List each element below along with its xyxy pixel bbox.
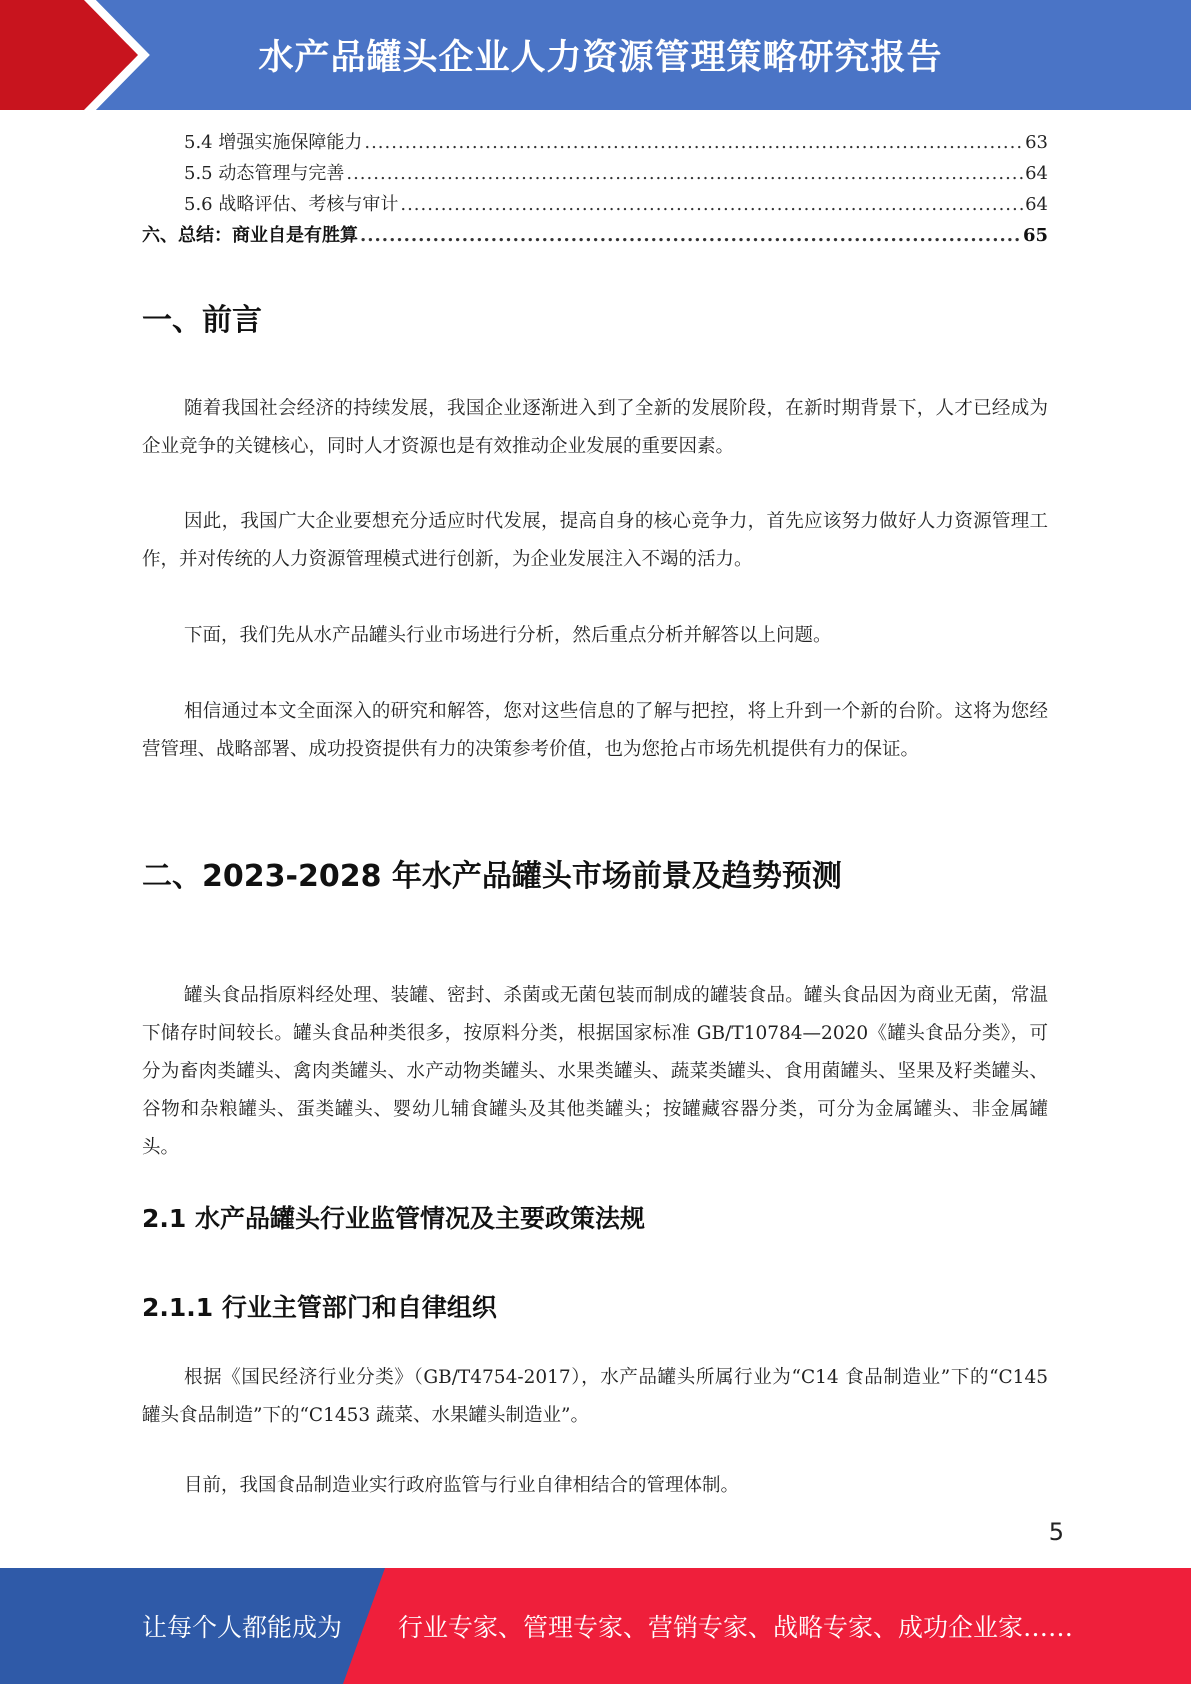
- subsection-heading: 2.1 水产品罐头行业监管情况及主要政策法规: [142, 1204, 645, 1233]
- toc-entry[interactable]: [142, 159, 1048, 190]
- toc-entry-page: 65: [1022, 225, 1048, 246]
- footer-slogan-right: 行业专家、管理专家、营销专家、战略专家、成功企业家……: [398, 1613, 1074, 1642]
- section-heading: 一、前言: [142, 303, 262, 338]
- toc-entry-page: 64: [1025, 194, 1048, 215]
- body-paragraph: 下面，我们先从水产品罐头行业市场进行分析，然后重点分析并解答以上问题。: [184, 625, 832, 646]
- body-paragraph: 目前，我国食品制造业实行政府监管与行业自律相结合的管理体制。: [184, 1475, 740, 1496]
- toc-entry-page: 63: [1025, 132, 1048, 153]
- toc-entry-label: 六、总结：商业自是有胜算: [142, 225, 358, 246]
- toc-entry-label: 5.6 战略评估、考核与审计: [184, 194, 399, 215]
- toc-entry[interactable]: [142, 221, 1048, 252]
- page-footer: [0, 1568, 1191, 1684]
- table-of-contents: [142, 128, 1048, 252]
- toc-leader-dots: [364, 132, 1023, 153]
- toc-entry[interactable]: [142, 128, 1048, 159]
- page-number: 5: [1048, 1518, 1064, 1546]
- body-paragraph: 相信通过本文全面深入的研究和解答，您对这些信息的了解与把控，将上升到一个新的台阶。这将为您经营管理、战略部署、成功投资提供有力的决策参考价值，也为您抢占市场先机提供有力的保证。: [142, 701, 1048, 760]
- footer-slogan-left: 让每个人都能成为: [142, 1613, 343, 1642]
- toc-entry-label: 5.4 增强实施保障能力: [184, 132, 363, 153]
- toc-entry[interactable]: [142, 190, 1048, 221]
- toc-entry-label: 5.5 动态管理与完善: [184, 163, 345, 184]
- body-paragraph: 根据《国民经济行业分类》（GB/T4754-2017），水产品罐头所属行业为“C14 食品制造业”下的“C145 罐头食品制造”下的“C1453 蔬菜、水果罐头制造业”。: [142, 1367, 1048, 1426]
- header-red-arrow-decoration: [0, 0, 150, 110]
- body-paragraph: 罐头食品指原料经处理、装罐、密封、杀菌或无菌包装而制成的罐装食品。罐头食品因为商业无菌，常温下储存时间较长。罐头食品种类很多，按原料分类，根据国家标准 GB/T10784—2020《罐头食品分类》，可分为畜肉类罐头、禽肉类罐头、水产动物类罐头、水果类罐头、蔬菜类罐头、食用菌罐头、坚果及籽类罐头、谷物和杂粮罐头、蛋类罐头、婴幼儿辅食罐头及其他类罐头；按罐藏容器分类，可分为金属罐头、非金属罐头。: [142, 985, 1048, 1158]
- toc-leader-dots: [346, 163, 1023, 184]
- toc-leader-dots: [360, 225, 1021, 246]
- page-header: [0, 0, 1191, 110]
- document-title: 水产品罐头企业人力资源管理策略研究报告: [258, 38, 943, 78]
- toc-leader-dots: [400, 194, 1023, 215]
- body-paragraph: 因此，我国广大企业要想充分适应时代发展，提高自身的核心竞争力，首先应该努力做好人力资源管理工作，并对传统的人力资源管理模式进行创新，为企业发展注入不竭的活力。: [142, 511, 1048, 570]
- section-heading: 二、2023-2028 年水产品罐头市场前景及趋势预测: [142, 859, 842, 894]
- subsubsection-heading: 2.1.1 行业主管部门和自律组织: [142, 1293, 497, 1322]
- toc-entry-page: 64: [1025, 163, 1048, 184]
- body-paragraph: 随着我国社会经济的持续发展，我国企业逐渐进入到了全新的发展阶段，在新时期背景下，人才已经成为企业竞争的关键核心，同时人才资源也是有效推动企业发展的重要因素。: [142, 398, 1048, 457]
